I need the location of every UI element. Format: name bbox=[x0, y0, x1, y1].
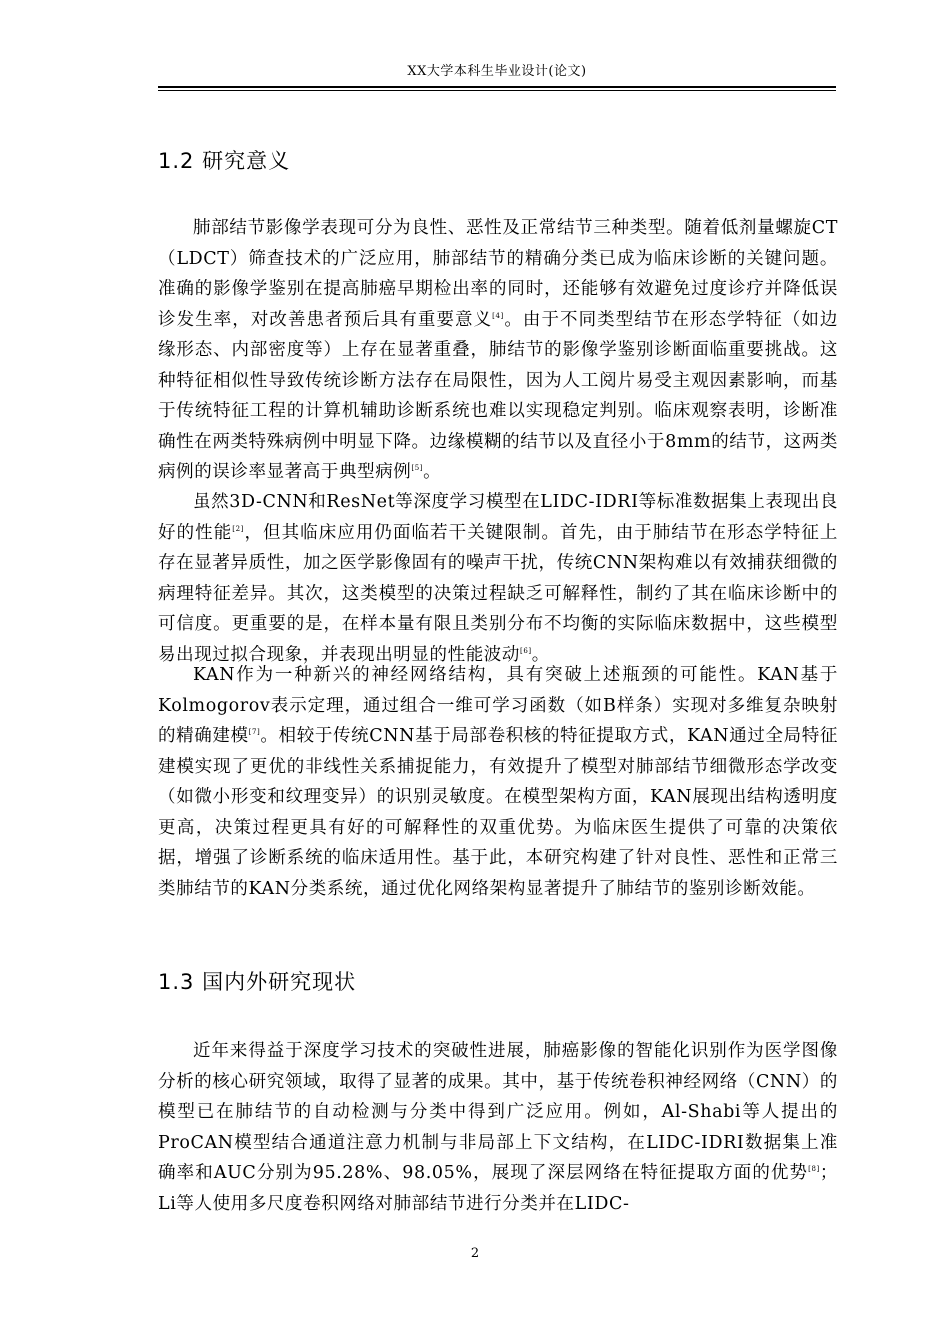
text-run: 。相较于传统CNN基于局部卷积核的特征提取方式，KAN通过全局特征建模实现了更优的非线性关系捕捉能力，有效提升了模型对肺部结节细微形态学改变（如微小形变和纹理变异）的识别灵敏度。在模型架构方面，KAN展现出结构透明度更高，决策过程更具有好的可解释性的双重优势。为临床医生提供了可靠的决策依据，增强了诊断系统的临床适用性。基于此，本研究构建了针对良性、恶性和正常三类肺结节的KAN分类系统，通过优化网络架构显著提升了肺结节的鉴别诊断效能。 bbox=[158, 726, 838, 899]
citation-ref: [5] bbox=[411, 464, 424, 473]
text-run: ，但其临床应用仍面临若干关键限制。首先，由于肺结节在形态学特征上存在显著异质性，加之医学影像固有的噪声干扰，传统CNN架构难以有效捕获细微的病理特征差异。其次，这类模型的决策过程缺乏可解释性，制约了其在临床诊断中的可信度。更重要的是，在样本量有限且类别分布不均衡的实际临床数据中，这些模型易出现过拟合现象，并表现出明显的性能波动 bbox=[158, 522, 839, 665]
text-run: KAN作为一种新兴的神经网络结构，具有突破上述瓶颈的可能性。KAN基于Kolmogorov表示定理，通过组合一维可学习函数（如B样条）实现对多维复杂映射的精确建模 bbox=[158, 665, 838, 746]
header-rule-thin bbox=[158, 90, 836, 91]
text-run: 虽然3D-CNN和ResNet等深度学习模型在LIDC-IDRI等标准数据集上表现出良好的性能 bbox=[158, 492, 838, 543]
citation-ref: [6] bbox=[520, 646, 532, 655]
paragraph-significance-1 bbox=[158, 213, 838, 488]
paragraph-research-status-1 bbox=[158, 1036, 838, 1219]
citation-ref: [7] bbox=[248, 728, 261, 737]
header-rule-thick bbox=[158, 86, 836, 88]
citation-ref: [2] bbox=[232, 524, 244, 533]
text-run: ；Li等人使用多尺度卷积网络对肺部结节进行分类并在LIDC- bbox=[158, 1163, 838, 1214]
paragraph-significance-2 bbox=[158, 487, 838, 670]
text-run: 近年来得益于深度学习技术的突破性进展，肺癌影像的智能化识别作为医学图像分析的核心研究领域，取得了显著的成果。其中，基于传统卷积神经网络（CNN）的模型已在肺结节的自动检测与分类中得到广泛应用。例如，Al-Shabi等人提出的ProCAN模型结合通道注意力机制与非局部上下文结构，在LIDC-IDRI数据集上准确率和AUC分别为95.28%、98.05%，展现了深层网络在特征提取方面的优势 bbox=[158, 1041, 838, 1183]
running-header: XX大学本科生毕业设计(论文) bbox=[407, 64, 587, 79]
text-run: 。由于不同类型结节在形态学特征（如边缘形态、内部密度等）上存在显著重叠，肺结节的影像学鉴别诊断面临重要挑战。这种特征相似性导致传统诊断方法存在局限性，因为人工阅片易受主观因素影响，而基于传统特征工程的计算机辅助诊断系统也难以实现稳定判别。临床观察表明，诊断准确性在两类特殊病例中明显下降。边缘模糊的结节以及直径小于8mm的结节，这两类病例的误诊率显著高于典型病例 bbox=[158, 309, 838, 482]
text-run: 。 bbox=[531, 644, 550, 665]
citation-ref: [4] bbox=[492, 311, 504, 320]
section-heading-1-3: 1.3 国内外研究现状 bbox=[158, 970, 357, 994]
section-heading-1-2: 1.2 研究意义 bbox=[158, 149, 291, 173]
page-number: 2 bbox=[470, 1246, 480, 1261]
citation-ref: [8] bbox=[808, 1165, 820, 1174]
text-run: 。 bbox=[423, 462, 442, 482]
paragraph-significance-3 bbox=[158, 660, 838, 904]
text-run: 肺部结节影像学表现可分为良性、恶性及正常结节三种类型。随着低剂量螺旋CT（LDCT）筛查技术的广泛应用，肺部结节的精确分类已成为临床诊断的关键问题。准确的影像学鉴别在提高肺癌早期检出率的同时，还能够有效避免过度诊疗并降低误诊发生率，对改善患者预后具有重要意义 bbox=[158, 218, 838, 330]
